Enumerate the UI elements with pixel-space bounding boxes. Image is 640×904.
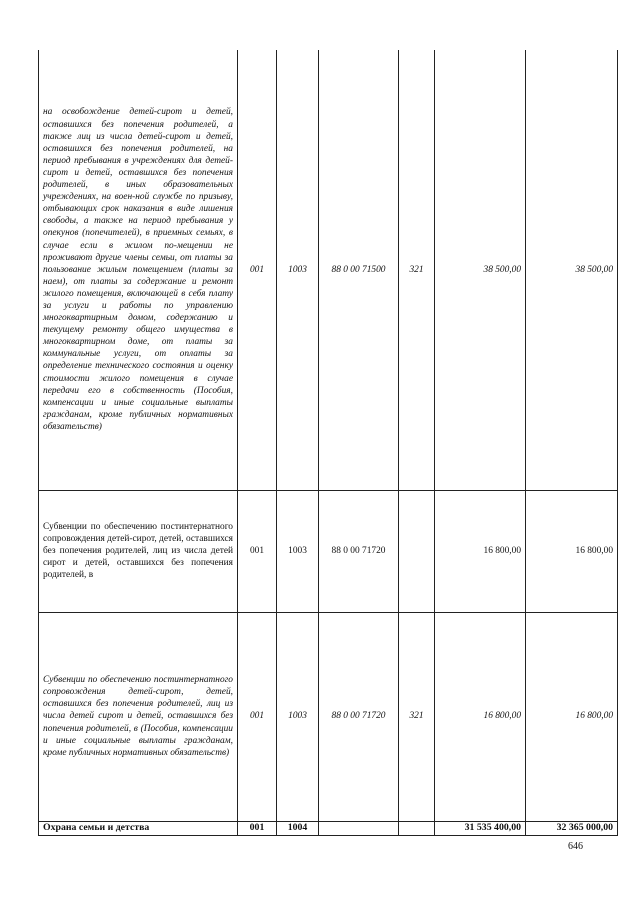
target-article: 88 0 00 71500	[319, 50, 399, 490]
sum-year-1: 16 800,00	[435, 612, 526, 821]
expense-type: 321	[399, 50, 435, 490]
sum-year-2: 32 365 000,00	[526, 821, 618, 835]
row-name: Охрана семьи и детства	[39, 821, 238, 835]
expense-type	[399, 821, 435, 835]
expense-type	[399, 490, 435, 612]
target-article	[319, 821, 399, 835]
table-row	[39, 490, 618, 612]
expense-type: 321	[399, 612, 435, 821]
ministry-code: 001	[238, 490, 277, 612]
sum-year-1: 38 500,00	[435, 50, 526, 490]
row-name: Субвенции по обеспечению постинтернатного сопровождения детей-сирот, детей, оставшихся без попечения родителей, лиц из числа детей сирот и детей, оставшихся без попечения родителей, в	[39, 490, 238, 612]
section-code: 1003	[277, 50, 319, 490]
ministry-code: 001	[238, 50, 277, 490]
row-name: Субвенции по обеспечению постинтернатного сопровождения детей-сирот, детей, оставшихся без попечения родителей, лиц из числа детей сирот и детей, оставшихся без попечения родителей, в (Пособия, компенсации и иные социальные выплаты гражданам, кроме публичных нормативных обязательств)	[39, 612, 238, 821]
section-code: 1003	[277, 490, 319, 612]
page-number: 646	[568, 841, 583, 852]
sum-year-1: 16 800,00	[435, 490, 526, 612]
sum-year-2: 16 800,00	[526, 490, 618, 612]
sum-year-1: 31 535 400,00	[435, 821, 526, 835]
budget-table	[38, 50, 618, 836]
target-article: 88 0 00 71720	[319, 612, 399, 821]
table-row	[39, 612, 618, 821]
sum-year-2: 16 800,00	[526, 612, 618, 821]
ministry-code: 001	[238, 612, 277, 821]
row-name: на освобождение детей-сирот и детей, оставшихся без попечения родителей, а также лиц из числа детей-сирот и детей, оставшихся без попечения родителей, на период пребывания в учреждениях для детей-сирот и детей, оставшихся без попечения родителей, в иных образовательных учреждениях, на воен-ной службе по призыву, отбывающих срок наказания в виде лишения свободы, а также на период пребывания у опекунов (попечителей), в приемных семьях, в случае если в жилом по-мещении не проживают другие члены семьи, от платы за пользование жилым помещением (платы за наем), от платы за содержание и ремонт жилого помещения, включающей в себя плату за услуги и работы по управлению многоквартирным домом, содержанию и текущему ремонту общего имущества в многоквартирном доме, от платы за коммунальные услуги, от оплаты за определение технического состояния и оценку стоимости жилого помещения в случае передачи его в собственность (Пособия, компенсации и иные социальные выплаты гражданам, кроме публичных нормативных обязательств)	[39, 50, 238, 490]
table-row	[39, 50, 618, 490]
target-article: 88 0 00 71720	[319, 490, 399, 612]
section-code: 1004	[277, 821, 319, 835]
section-code: 1003	[277, 612, 319, 821]
sum-year-2: 38 500,00	[526, 50, 618, 490]
table-row	[39, 821, 618, 835]
ministry-code: 001	[238, 821, 277, 835]
